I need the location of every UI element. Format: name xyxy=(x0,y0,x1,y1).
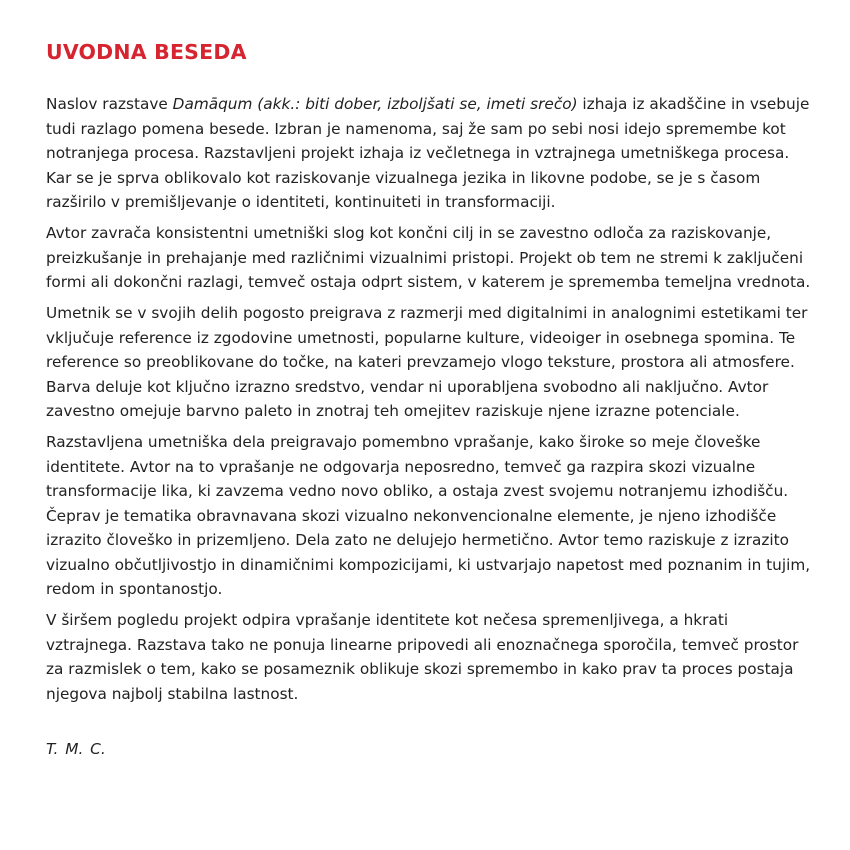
paragraph-2: Avtor zavrača konsistentni umetniški slog kot končni cilj in se zavestno odloča za raziskovanje, preizkušanje in prehajanje med različnimi vizualnimi pristopi. Projekt ob tem ne stremi k zaključeni formi ali dokončni razlagi, temveč ostaja odprt sistem, v katerem je sprememba temeljna vrednota. xyxy=(46,224,811,291)
paragraph-1 xyxy=(46,92,816,215)
page-title: UVODNA BESEDA xyxy=(46,40,247,64)
paragraph-3: Umetnik se v svojih delih pogosto preigrava z razmerji med digitalnimi in analognimi estetikami ter vključuje reference iz zgodovine umetnosti, popularne kulture, videoiger in osebnega spomina. Te reference so preoblikovane do točke, na kateri prevzamejo vlogo teksture, prostora ali atmosfere. Barva deluje kot ključno izrazno sredstvo, vendar ni uporabljena svobodno ali naključno. Avtor zavestno omejuje barvno paleto in znotraj teh omejitev raziskuje njene izrazne potenciale. xyxy=(46,304,808,420)
paragraph-5: V širšem pogledu projekt odpira vprašanje identitete kot nečesa spremenljivega, a hkrati vztrajnega. Razstava tako ne ponuja linearne pripovedi ali enoznačnega sporočila, temveč prostor za razmislek o tem, kako se posameznik oblikuje skozi spremembo in kako prav ta proces postaja njegova najbolj stabilna lastnost. xyxy=(46,611,799,703)
paragraph-4: Razstavljena umetniška dela preigravajo pomembno vprašanje, kako široke so meje človeške identitete. Avtor na to vprašanje ne odgovarja neposredno, temveč ga razpira skozi vizualne transformacije lika, ki zavzema vedno novo obliko, a ostaja zvest svojemu notranjemu izhodišču. Čeprav je tematika obravnavana skozi vizualno nekonvencionalne elemente, je njeno izhodišče izrazito človeško in prizemljeno. Dela zato ne delujejo hermetično. Avtor temo raziskuje z izrazito vizualno občutljivostjo in dinamičnimi kompozicijami, ki ustvarjajo napetost med poznanim in tujim, redom in spontanostjo. xyxy=(46,433,811,598)
paragraph-1-intro: Naslov razstave xyxy=(46,95,173,113)
document-page xyxy=(46,38,816,762)
body-text xyxy=(46,92,816,706)
paragraph-1-rest: izhaja iz akadščine in vsebuje tudi razlago pomena besede. Izbran je namenoma, saj že sam po sebi nosi idejo spremembe kot notranjega procesa. Razstavljeni projekt izhaja iz večletnega in vztrajnega umetniškega procesa. Kar se je sprva oblikovalo kot raziskovanje vizualnega jezika in likovne podobe, se je s časom razširilo v premišljevanje o identiteti, kontinuiteti in transformaciji. xyxy=(46,95,810,211)
exhibition-title: Damāqum (akk.: biti dober, izboljšati se, imeti srečo) xyxy=(172,95,578,113)
author-signature: T. M. C. xyxy=(46,740,106,758)
